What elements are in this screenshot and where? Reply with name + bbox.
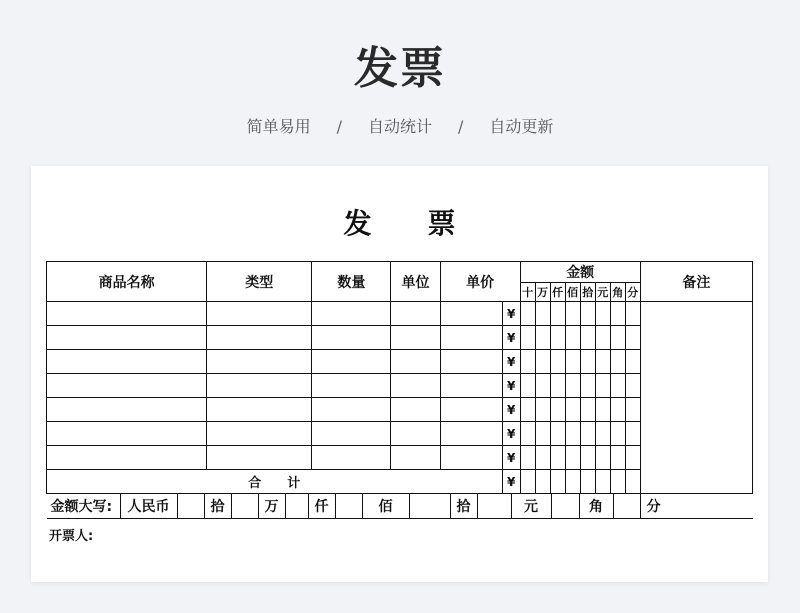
- cell-amount-digit[interactable]: [595, 302, 610, 326]
- header-amount: 金额: [520, 262, 640, 283]
- tagline-auto-update: 自动更新: [489, 117, 554, 136]
- amount-in-words-value[interactable]: [177, 494, 204, 519]
- cell-amount-digit[interactable]: [610, 398, 625, 422]
- cell-amount-digit[interactable]: [520, 374, 535, 398]
- amount-digit-header: 万: [535, 283, 550, 302]
- amount-digit-header: 角: [610, 283, 625, 302]
- total-amount-digit[interactable]: [580, 470, 595, 494]
- cell-amount-digit[interactable]: [565, 422, 580, 446]
- cell-type[interactable]: [207, 422, 312, 446]
- amount-in-words-table: [47, 494, 753, 520]
- cell-amount-digit[interactable]: [625, 350, 640, 374]
- cell-amount-digit[interactable]: [535, 446, 550, 470]
- amount-in-words-value[interactable]: [335, 494, 362, 519]
- cell-type[interactable]: [207, 326, 312, 350]
- currency-symbol: ¥: [502, 374, 520, 398]
- cell-amount-digit[interactable]: [610, 326, 625, 350]
- cell-amount-digit[interactable]: [610, 446, 625, 470]
- cell-amount-digit[interactable]: [535, 422, 550, 446]
- cell-amount-digit[interactable]: [610, 302, 625, 326]
- total-amount-digit[interactable]: [550, 470, 565, 494]
- cell-amount-digit[interactable]: [535, 398, 550, 422]
- cell-amount-digit[interactable]: [595, 446, 610, 470]
- cell-unit[interactable]: [391, 422, 440, 446]
- cell-amount-digit[interactable]: [520, 446, 535, 470]
- issuer-label: 开票人:: [49, 529, 94, 544]
- currency-symbol: ¥: [502, 350, 520, 374]
- tagline-separator: /: [458, 117, 464, 136]
- cell-product-name[interactable]: [47, 326, 207, 350]
- amount-in-words-value[interactable]: [613, 494, 640, 519]
- item-row: [47, 302, 753, 326]
- cell-unit-price[interactable]: [440, 398, 502, 422]
- tagline-auto-stats: 自动统计: [367, 117, 432, 136]
- cell-amount-digit[interactable]: [565, 350, 580, 374]
- header-quantity: 数量: [312, 262, 391, 302]
- cell-quantity[interactable]: [312, 302, 391, 326]
- cell-amount-digit[interactable]: [625, 374, 640, 398]
- header-remarks: 备注: [640, 262, 752, 302]
- cell-unit[interactable]: [391, 374, 440, 398]
- total-amount-digit[interactable]: [595, 470, 610, 494]
- cell-type[interactable]: [207, 350, 312, 374]
- amount-in-words-currency: 人民币: [120, 494, 177, 519]
- header-row: [47, 262, 753, 283]
- cell-amount-digit[interactable]: [565, 326, 580, 350]
- currency-symbol: ¥: [502, 422, 520, 446]
- cell-product-name[interactable]: [47, 422, 207, 446]
- amount-digit-header: 佰: [565, 283, 580, 302]
- cell-amount-digit[interactable]: [520, 398, 535, 422]
- total-amount-digit[interactable]: [610, 470, 625, 494]
- tagline-easy: 简单易用: [246, 117, 311, 136]
- cell-amount-digit[interactable]: [610, 422, 625, 446]
- invoice-table: [46, 261, 753, 519]
- amount-in-words-unit: 仟: [308, 494, 335, 519]
- cell-amount-digit[interactable]: [550, 446, 565, 470]
- cell-unit-price[interactable]: [440, 422, 502, 446]
- cell-unit-price[interactable]: [440, 446, 502, 470]
- amount-in-words-container: [47, 494, 753, 520]
- cell-quantity[interactable]: [312, 422, 391, 446]
- amount-in-words-unit: 分: [640, 494, 753, 519]
- cell-product-name[interactable]: [47, 374, 207, 398]
- cell-amount-digit[interactable]: [520, 422, 535, 446]
- tagline: [0, 114, 800, 137]
- amount-digit-header: 拾: [580, 283, 595, 302]
- cell-unit[interactable]: [391, 302, 440, 326]
- amount-in-words-row: [47, 494, 753, 520]
- cell-amount-digit[interactable]: [610, 374, 625, 398]
- cell-amount-digit[interactable]: [580, 422, 595, 446]
- cell-unit[interactable]: [391, 350, 440, 374]
- cell-amount-digit[interactable]: [550, 374, 565, 398]
- cell-amount-digit[interactable]: [565, 302, 580, 326]
- invoice-title: 发 票: [343, 207, 456, 240]
- amount-in-words-unit: 角: [579, 494, 613, 519]
- amount-digit-header: 分: [625, 283, 640, 302]
- cell-quantity[interactable]: [312, 374, 391, 398]
- amount-in-words-value[interactable]: [477, 494, 511, 519]
- cell-amount-digit[interactable]: [520, 302, 535, 326]
- cell-product-name[interactable]: [47, 350, 207, 374]
- cell-unit-price[interactable]: [440, 302, 502, 326]
- cell-unit[interactable]: [391, 326, 440, 350]
- cell-quantity[interactable]: [312, 326, 391, 350]
- amount-in-words-unit: 佰: [362, 494, 409, 519]
- amount-in-words-unit: 元: [511, 494, 551, 519]
- cell-amount-digit[interactable]: [550, 398, 565, 422]
- tagline-separator: /: [336, 117, 342, 136]
- cell-amount-digit[interactable]: [550, 422, 565, 446]
- cell-amount-digit[interactable]: [550, 326, 565, 350]
- cell-unit[interactable]: [391, 398, 440, 422]
- cell-product-name[interactable]: [47, 446, 207, 470]
- cell-amount-digit[interactable]: [535, 326, 550, 350]
- cell-amount-digit[interactable]: [595, 398, 610, 422]
- cell-unit[interactable]: [391, 446, 440, 470]
- cell-amount-digit[interactable]: [580, 374, 595, 398]
- cell-quantity[interactable]: [312, 350, 391, 374]
- cell-amount-digit[interactable]: [550, 350, 565, 374]
- cell-amount-digit[interactable]: [535, 302, 550, 326]
- cell-amount-digit[interactable]: [595, 422, 610, 446]
- amount-in-words-unit: 拾: [204, 494, 231, 519]
- cell-amount-digit[interactable]: [580, 326, 595, 350]
- amount-in-words-value[interactable]: [285, 494, 308, 519]
- header-product-name: 商品名称: [47, 262, 207, 302]
- amount-digit-header: 元: [595, 283, 610, 302]
- header-unit: 单位: [391, 262, 440, 302]
- cell-amount-digit[interactable]: [625, 398, 640, 422]
- cell-amount-digit[interactable]: [610, 350, 625, 374]
- cell-amount-digit[interactable]: [535, 350, 550, 374]
- cell-amount-digit[interactable]: [625, 446, 640, 470]
- amount-in-words-unit: 拾: [450, 494, 477, 519]
- header-type: 类型: [207, 262, 312, 302]
- cell-quantity[interactable]: [312, 446, 391, 470]
- cell-type[interactable]: [207, 302, 312, 326]
- cell-amount-digit[interactable]: [595, 326, 610, 350]
- cell-amount-digit[interactable]: [580, 446, 595, 470]
- currency-symbol: ¥: [502, 446, 520, 470]
- invoice-card: [31, 166, 768, 582]
- cell-amount-digit[interactable]: [595, 374, 610, 398]
- total-amount-digit[interactable]: [625, 470, 640, 494]
- header-unit-price: 单价: [440, 262, 520, 302]
- cell-amount-digit[interactable]: [580, 350, 595, 374]
- cell-amount-digit[interactable]: [625, 422, 640, 446]
- cell-type[interactable]: [207, 446, 312, 470]
- cell-amount-digit[interactable]: [535, 374, 550, 398]
- cell-quantity[interactable]: [312, 398, 391, 422]
- cell-product-name[interactable]: [47, 398, 207, 422]
- cell-amount-digit[interactable]: [625, 326, 640, 350]
- cell-unit-price[interactable]: [440, 350, 502, 374]
- amount-in-words-label: 金额大写:: [47, 494, 121, 519]
- currency-symbol: ¥: [502, 326, 520, 350]
- cell-unit-price[interactable]: [440, 374, 502, 398]
- total-label: 合 计: [47, 470, 503, 494]
- total-amount-digit[interactable]: [565, 470, 580, 494]
- amount-in-words-value[interactable]: [231, 494, 258, 519]
- cell-amount-digit[interactable]: [565, 446, 580, 470]
- total-amount-digit[interactable]: [520, 470, 535, 494]
- cell-amount-digit[interactable]: [580, 302, 595, 326]
- cell-amount-digit[interactable]: [520, 326, 535, 350]
- cell-amount-digit[interactable]: [550, 302, 565, 326]
- cell-amount-digit[interactable]: [565, 398, 580, 422]
- cell-remarks[interactable]: [640, 302, 752, 494]
- total-amount-digit[interactable]: [535, 470, 550, 494]
- amount-digit-header: 仟: [550, 283, 565, 302]
- currency-symbol: ¥: [502, 398, 520, 422]
- cell-amount-digit[interactable]: [625, 302, 640, 326]
- cell-product-name[interactable]: [47, 302, 207, 326]
- cell-type[interactable]: [207, 398, 312, 422]
- amount-in-words-value[interactable]: [409, 494, 450, 519]
- page-title: 发票: [354, 43, 446, 94]
- currency-symbol: ¥: [502, 302, 520, 326]
- cell-amount-digit[interactable]: [580, 398, 595, 422]
- cell-amount-digit[interactable]: [565, 374, 580, 398]
- cell-amount-digit[interactable]: [595, 350, 610, 374]
- currency-symbol: ¥: [502, 470, 520, 494]
- amount-in-words-value[interactable]: [551, 494, 579, 519]
- cell-amount-digit[interactable]: [520, 350, 535, 374]
- amount-digit-header: 十: [520, 283, 535, 302]
- cell-type[interactable]: [207, 374, 312, 398]
- cell-unit-price[interactable]: [440, 326, 502, 350]
- amount-in-words-unit: 万: [258, 494, 285, 519]
